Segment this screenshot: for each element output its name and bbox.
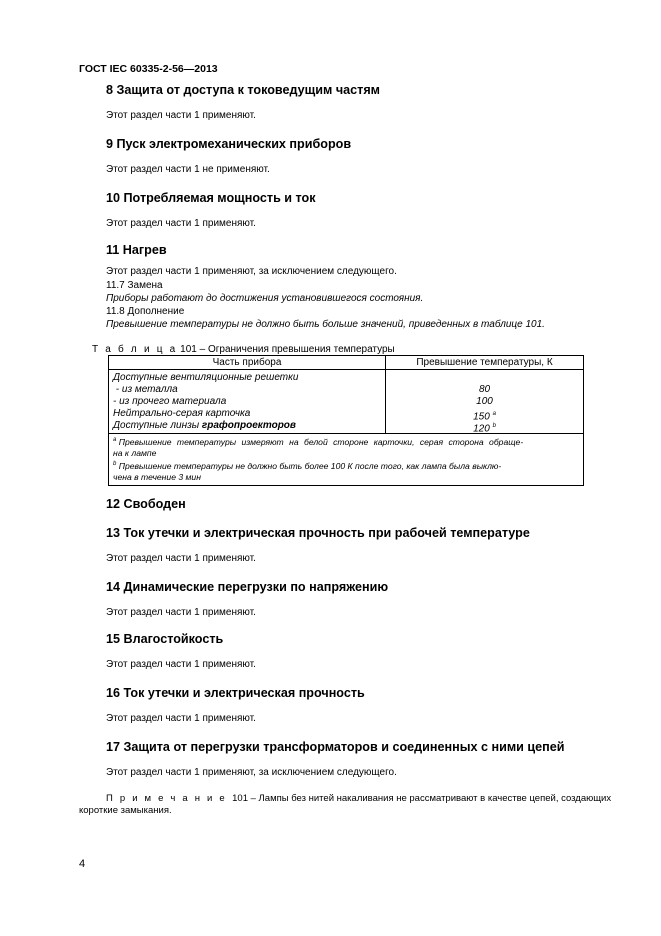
section-17-title: 17 Защита от перегрузки трансформаторов и соединенных с ними цепей: [106, 740, 565, 754]
table-value-card-sup: a: [492, 411, 496, 417]
section-11-text: Этот раздел части 1 применяют, за исключением следующего.: [106, 266, 397, 277]
note: [106, 792, 616, 805]
table-caption-prefix: Т а б л и ц а: [92, 344, 178, 355]
section-9-title: 9 Пуск электромеханических приборов: [106, 137, 352, 151]
table-value-empty: [390, 372, 579, 384]
section-11-7-label: 11.7 Замена: [106, 280, 163, 291]
section-17-text: Этот раздел части 1 применяют, за исключением следующего.: [106, 767, 397, 778]
footnote-a-text: Превышение температуры измеряют на белой стороне карточки, серая сторона обраще-: [118, 436, 524, 447]
section-14-title: 14 Динамические перегрузки по напряжению: [106, 580, 389, 594]
section-11-8-label: 11.8 Дополнение: [106, 306, 185, 317]
note-cont: короткие замыкания.: [79, 805, 172, 816]
table-header-row: [109, 356, 584, 370]
footnote-b: [113, 459, 579, 472]
section-10-text: Этот раздел части 1 применяют.: [106, 218, 256, 229]
footnote-b-text: Превышение температуры не должно быть более 100 К после того, как лампа была выклю-: [118, 460, 502, 471]
footnote-a-cont: на к лампе: [113, 447, 157, 458]
table-part-grilles: Доступные вентиляционные решетки: [113, 372, 299, 383]
table-footnotes: [109, 434, 584, 486]
section-15-text: Этот раздел части 1 применяют.: [106, 659, 256, 670]
section-12-title: 12 Свободен: [106, 497, 186, 511]
note-prefix: П р и м е ч а н и е: [106, 793, 227, 804]
section-10-title: 10 Потребляемая мощность и ток: [106, 191, 316, 205]
section-14-text: Этот раздел части 1 применяют.: [106, 607, 256, 618]
table-footnote-row: [109, 434, 584, 486]
table-caption-text: 101 – Ограничения превышения температуры: [180, 344, 395, 355]
table-value-card-num: 150: [473, 411, 490, 423]
document-header: ГОСТ IEC 60335-2-56—2013: [79, 63, 218, 75]
table-value-card: [390, 408, 579, 423]
section-13-text: Этот раздел части 1 применяют.: [106, 553, 256, 564]
table-caption: [92, 344, 395, 355]
table-part-lenses-bold: графопроекторов: [201, 420, 296, 431]
table-body-row: [109, 370, 584, 434]
table-header-part: Часть прибора: [109, 356, 386, 370]
table-header-temperature: Превышение температуры, К: [386, 356, 584, 370]
footnote-b-mark: b: [113, 460, 117, 467]
table-part-card: Нейтрально-серая карточка: [113, 408, 251, 419]
section-8-title: 8 Защита от доступа к токоведущим частям: [106, 83, 380, 97]
table-value-lenses: [390, 420, 579, 435]
footnote-b-cont: чена в течение 3 мин: [113, 471, 201, 482]
section-11-7-text: Приборы работают до достижения установившегося состояния.: [106, 293, 424, 304]
note-text: 101 – Лампы без нитей накаливания не рассматривают в качестве цепей, создающих: [232, 793, 612, 804]
section-9-text: Этот раздел части 1 не применяют.: [106, 164, 270, 175]
table-value-lenses-sup: b: [492, 423, 496, 429]
section-11-title: 11 Нагрев: [106, 243, 167, 257]
footnote-a: [113, 435, 579, 448]
table-part-lenses-label: Доступные линзы: [113, 420, 202, 431]
table-values-cell: [386, 370, 584, 434]
temperature-rise-table: [108, 355, 584, 486]
section-16-text: Этот раздел части 1 применяют.: [106, 713, 256, 724]
table-part-other: - из прочего материала: [113, 396, 227, 407]
page-number: 4: [79, 858, 86, 870]
table-part-metal: - из металла: [113, 384, 178, 395]
section-8-text: Этот раздел части 1 применяют.: [106, 110, 256, 121]
table-part-lenses: [113, 420, 381, 432]
section-15-title: 15 Влагостойкость: [106, 632, 224, 646]
section-11-8-text: Превышение температуры не должно быть больше значений, приведенных в таблице 101.: [106, 319, 545, 330]
section-13-title: 13 Ток утечки и электрическая прочность при рабочей температуре: [106, 526, 530, 540]
section-16-title: 16 Ток утечки и электрическая прочность: [106, 686, 365, 700]
table-value-lenses-num: 120: [473, 423, 490, 435]
table-value-other: 100: [476, 396, 493, 407]
footnote-a-mark: a: [113, 437, 117, 443]
table-value-metal: 80: [478, 384, 491, 395]
table-parts-cell: [109, 370, 386, 434]
